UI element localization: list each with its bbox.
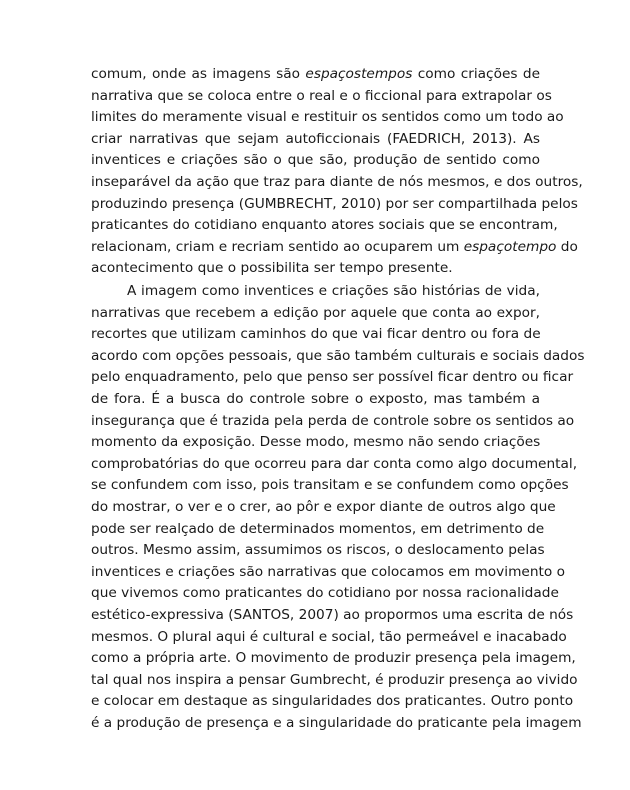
- text-line: acontecimento que o possibilita ser tempo presente.: [91, 260, 453, 277]
- text-line: e colocar em destaque as singularidades dos praticantes. Outro ponto: [91, 693, 574, 710]
- text-line: comum, onde as imagens são espaçostempos como criações de: [91, 66, 540, 82]
- text-line: produzindo presença (GUMBRECHT, 2010) por ser compartilhada pelos: [91, 195, 578, 212]
- text-line: narrativas que recebem a edição por aquele que conta ao expor,: [91, 304, 540, 321]
- text-line: como a própria arte. O movimento de produzir presença pela imagem,: [91, 650, 576, 667]
- text-line: é a produção de presença e a singularidade do praticante pela imagem: [91, 714, 582, 731]
- text-line: inventices e criações são narrativas que colocamos em movimento o: [91, 563, 565, 580]
- text-line: praticantes do cotidiano enquanto atores sociais que se encontram,: [91, 217, 558, 234]
- paragraph-2: [91, 281, 585, 734]
- text-line: inventices e criações são o que são, produção de sentido como: [91, 152, 540, 169]
- text-line: limites do meramente visual e restituir os sentidos como um todo ao: [91, 109, 564, 126]
- text-line: outros. Mesmo assim, assumimos os riscos, o deslocamento pelas: [91, 542, 545, 559]
- text-line: pelo enquadramento, pelo que penso ser possível ficar dentro ou ficar: [91, 369, 574, 386]
- paragraph-1: [91, 64, 583, 280]
- text-line: relacionam, criam e recriam sentido ao ocuparem um espaçotempo do: [91, 238, 578, 255]
- text-line: mesmos. O plural aqui é cultural e social, tão permeável e inacabado: [91, 628, 567, 645]
- text-line: momento da exposição. Desse modo, mesmo não sendo criações: [91, 434, 541, 451]
- text-line: pode ser realçado de determinados momentos, em detrimento de: [91, 520, 545, 537]
- text-line: insegurança que é trazida pela perda de controle sobre os sentidos ao: [91, 412, 575, 429]
- text-line: inseparável da ação que traz para diante de nós mesmos, e dos outros,: [91, 173, 583, 190]
- text-line: narrativa que se coloca entre o real e o ficcional para extrapolar os: [91, 87, 552, 104]
- text-line: que vivemos como praticantes do cotidiano por nossa racionalidade: [91, 585, 559, 602]
- text-line: comprobatórias do que ocorreu para dar conta como algo documental,: [91, 455, 578, 472]
- text-line: A imagem como inventices e criações são histórias de vida,: [127, 283, 540, 299]
- text-line: acordo com opções pessoais, que são também culturais e sociais dados: [91, 347, 585, 364]
- text-line: estético-expressiva (SANTOS, 2007) ao propormos uma escrita de nós: [91, 606, 574, 623]
- text-line: de fora. É a busca do controle sobre o exposto, mas também a: [91, 390, 540, 407]
- text-line: recortes que utilizam caminhos do que vai ficar dentro ou fora de: [91, 326, 541, 343]
- text-line: criar narrativas que sejam autoficcionais (FAEDRICH, 2013). As: [91, 130, 540, 147]
- emphasized-term: espaçostempos: [305, 66, 413, 82]
- text-line: do mostrar, o ver e o crer, ao pôr e expor diante de outros algo que: [91, 498, 556, 515]
- text-line: tal qual nos inspira a pensar Gumbrecht, é produzir presença ao vivido: [91, 671, 578, 688]
- emphasized-term: espaçotempo: [463, 238, 557, 255]
- text-line: se confundem com isso, pois transitam e se confundem como opções: [91, 477, 569, 494]
